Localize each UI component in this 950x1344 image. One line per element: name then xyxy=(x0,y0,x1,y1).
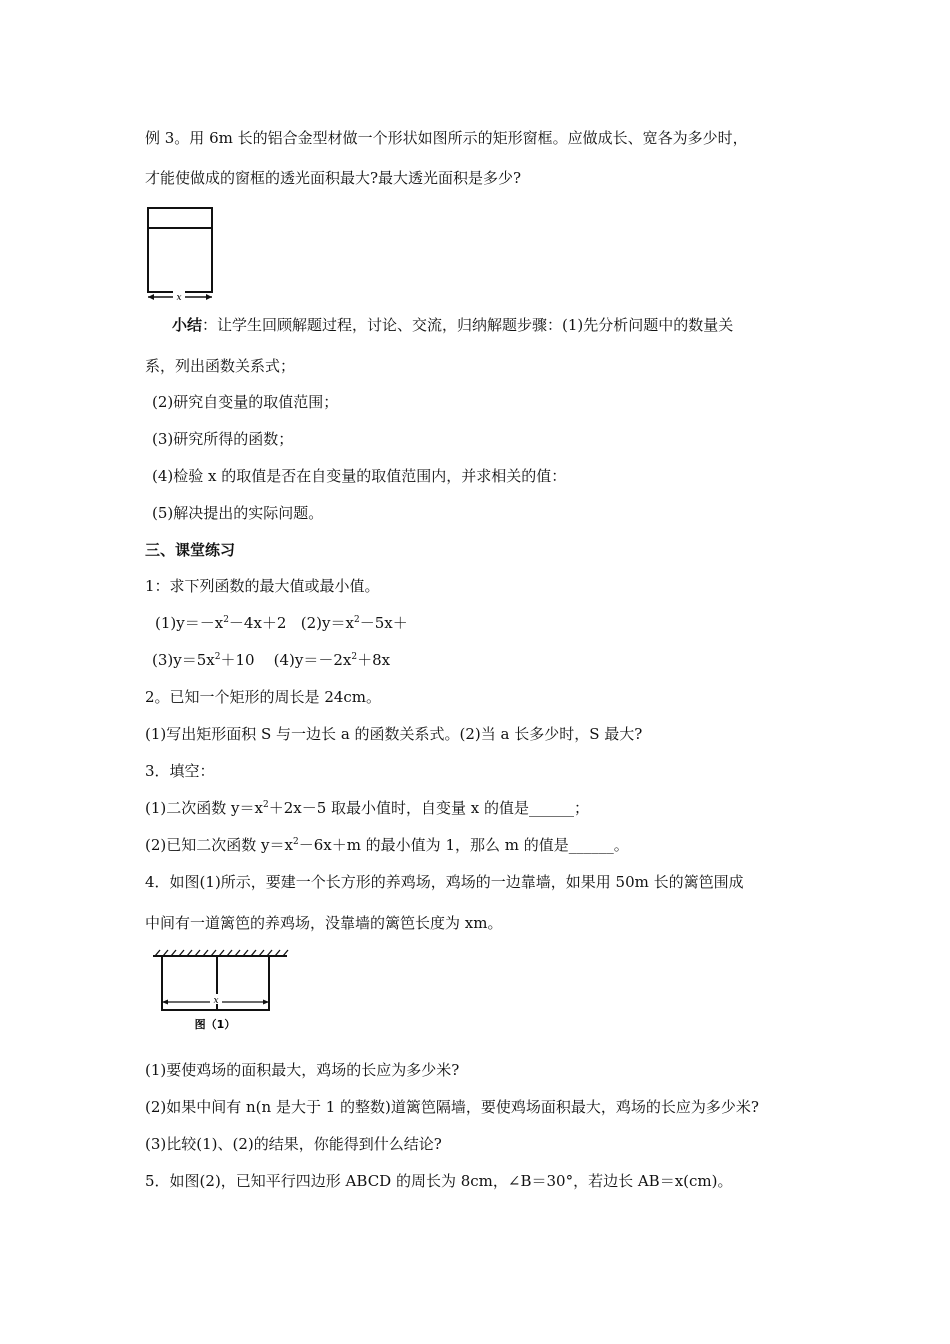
farm-figure-caption: 图（1） xyxy=(194,1018,236,1031)
q2-text: 2。已知一个矩形的周长是 24cm。 xyxy=(145,688,382,706)
summary-step-4: (4)检验 x 的取值是否在自变量的取值范围内，并求相关的值： xyxy=(152,467,567,485)
q1-text: 1：求下列函数的最大值或最小值。 xyxy=(145,577,380,595)
summary-step-5: (5)解决提出的实际问题。 xyxy=(152,504,324,522)
summary-line2: 系，列出函数关系式； xyxy=(145,357,296,375)
farm-figure-x-label: x xyxy=(213,996,219,1006)
q5-text: 5．如图(2)，已知平行四边形 ABCD 的周长为 8cm，∠B＝30°，若边长 AB＝x(cm)。 xyxy=(145,1172,733,1190)
q4-line1: 4．如图(1)所示，要建一个长方形的养鸡场，鸡场的一边靠墙，如果用 50m 长的篱笆围成 xyxy=(145,873,744,891)
q3-sub1: (1)二次函数 $y=x^2+2x-5$ 取最小值时，自变量 x 的值是______； xyxy=(145,799,589,817)
summary-colon: ： xyxy=(202,316,218,334)
q4-sub1: (1)要使鸡场的面积最大，鸡场的长应为多少米? xyxy=(145,1061,460,1079)
summary-heading: 小结 xyxy=(172,316,203,334)
q2-sub: (1)写出矩形面积 S 与一边长 a 的函数关系式。(2)当 a 长多少时，S 最大? xyxy=(145,725,643,743)
chicken-farm-figure xyxy=(145,948,290,1036)
summary-line1 xyxy=(172,315,733,335)
q4-sub2: (2)如果中间有 n(n 是大于 1 的整数)道篱笆隔墙，要使鸡场面积最大，鸡场的长应为多少米? xyxy=(145,1098,759,1116)
section3-heading: 三、课堂练习 xyxy=(145,541,236,559)
q3-sub2: (2)已知二次函数 $y=x^2-6x+m$ 的最小值为 1，那么 m 的值是______。 xyxy=(145,836,629,854)
q4-line2: 中间有一道篱笆的养鸡场，没靠墙的篱笆长度为 xm。 xyxy=(145,914,503,932)
q4-sub3: (3)比较(1)、(2)的结果，你能得到什么结论? xyxy=(145,1135,442,1153)
summary-step-3: (3)研究所得的函数； xyxy=(152,430,294,448)
window-frame-figure xyxy=(145,205,217,300)
example3-line1: 例 3。用 6m 长的铝合金型材做一个形状如图所示的矩形窗框。应做成长、宽各为多少时， xyxy=(145,129,748,147)
summary-step-2: (2)研究自变量的取值范围； xyxy=(152,393,339,411)
window-figure-x-label: x xyxy=(176,293,182,300)
example3-line2: 才能使做成的窗框的透光面积最大?最大透光面积是多少? xyxy=(145,169,522,187)
q3-text: 3．填空： xyxy=(145,762,215,780)
q1-functions-row2: $(3)y=5x^2+10$ $(4)y=-2x^2+8x$ xyxy=(152,651,391,669)
summary-text: 让学生回顾解题过程，讨论、交流，归纳解题步骤：(1)先分析问题中的数量关 xyxy=(217,316,734,334)
q1-functions-row1: $(1)y=-x^2-4x+2$ $(2)y=x^2-5x+$ xyxy=(155,614,408,632)
